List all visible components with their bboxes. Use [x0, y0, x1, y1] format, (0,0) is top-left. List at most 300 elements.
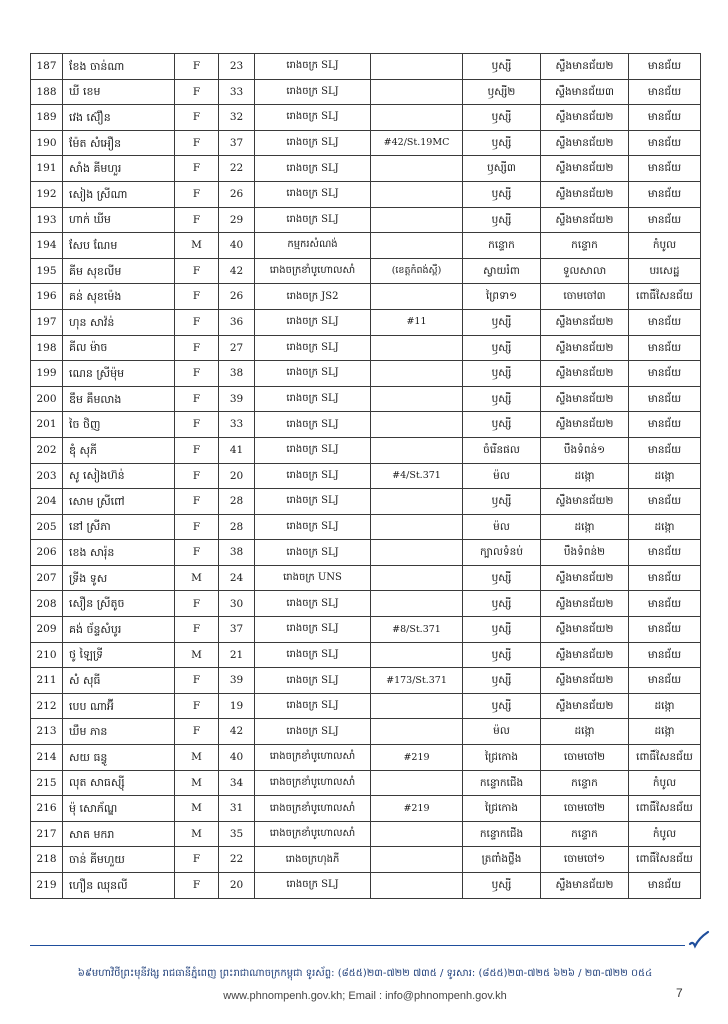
- sex-cell: M: [175, 796, 219, 822]
- age-cell: 42: [219, 258, 255, 284]
- table-row: [31, 591, 701, 617]
- row-number-cell: 210: [31, 642, 63, 668]
- workplace-cell: រោងចក្រ SLJ: [255, 54, 371, 80]
- district-cell: ពោធិ៍សែនជ័យ: [629, 745, 701, 771]
- commune-cell: ដង្កោ: [541, 463, 629, 489]
- commune-cell: ចោមចៅ១: [541, 847, 629, 873]
- district-cell: ដង្កោ: [629, 719, 701, 745]
- sex-cell: F: [175, 130, 219, 156]
- house-number-cell: [371, 105, 463, 131]
- village-cell: កន្ទោកជើង: [463, 770, 541, 796]
- age-cell: 35: [219, 821, 255, 847]
- row-number-cell: 202: [31, 437, 63, 463]
- table-row: [31, 693, 701, 719]
- person-name-cell: ណេន ស្រីម៉ុម: [63, 361, 175, 387]
- village-cell: ត្រពាំងថ្លឹង: [463, 847, 541, 873]
- table-row: [31, 181, 701, 207]
- commune-cell: ស្ទឹងមានជ័យ២: [541, 130, 629, 156]
- district-cell: កំបូល: [629, 821, 701, 847]
- district-cell: បរសេដ្ឋ: [629, 258, 701, 284]
- district-cell: មានជ័យ: [629, 105, 701, 131]
- sex-cell: M: [175, 821, 219, 847]
- commune-cell: ស្ទឹងមានជ័យ២: [541, 309, 629, 335]
- table-row: [31, 130, 701, 156]
- house-number-cell: #173/St.371: [371, 668, 463, 694]
- table-row: [31, 412, 701, 438]
- table-row: [31, 386, 701, 412]
- sex-cell: M: [175, 770, 219, 796]
- workplace-cell: រោងចក្រហុងភី: [255, 847, 371, 873]
- district-cell: ពោធិ៍សែនជ័យ: [629, 284, 701, 310]
- row-number-cell: 207: [31, 565, 63, 591]
- workplace-cell: រោងចក្រ SLJ: [255, 540, 371, 566]
- person-name-cell: សែប ណែម: [63, 233, 175, 259]
- commune-cell: ដង្កោ: [541, 719, 629, 745]
- house-number-cell: #42/St.19MC: [371, 130, 463, 156]
- workplace-cell: រោងចក្រខាំបូហោលសាំ: [255, 258, 371, 284]
- workplace-cell: រោងចក្រ SLJ: [255, 668, 371, 694]
- district-cell: មានជ័យ: [629, 617, 701, 643]
- commune-cell: ស្ទឹងមានជ័យ២: [541, 361, 629, 387]
- commune-cell: ស្ទឹងមានជ័យ២: [541, 335, 629, 361]
- person-name-cell: ឃី ខេម: [63, 79, 175, 105]
- table-row: [31, 668, 701, 694]
- row-number-cell: 208: [31, 591, 63, 617]
- table-row: [31, 156, 701, 182]
- sex-cell: F: [175, 181, 219, 207]
- row-number-cell: 205: [31, 514, 63, 540]
- row-number-cell: 191: [31, 156, 63, 182]
- person-name-cell: វេង ស៊ឿន: [63, 105, 175, 131]
- row-number-cell: 189: [31, 105, 63, 131]
- house-number-cell: [371, 642, 463, 668]
- table-row: [31, 207, 701, 233]
- district-cell: ដង្កោ: [629, 693, 701, 719]
- village-cell: ឫស្សី: [463, 489, 541, 515]
- workplace-cell: កម្មករសំណង់: [255, 233, 371, 259]
- sex-cell: F: [175, 156, 219, 182]
- district-cell: មានជ័យ: [629, 79, 701, 105]
- person-name-cell: សោម ស្រីពៅ: [63, 489, 175, 515]
- age-cell: 38: [219, 540, 255, 566]
- sex-cell: F: [175, 309, 219, 335]
- house-number-cell: [371, 54, 463, 80]
- sex-cell: F: [175, 335, 219, 361]
- house-number-cell: [371, 284, 463, 310]
- house-number-cell: (ខេត្តកំពង់ស្ពឺ): [371, 258, 463, 284]
- workplace-cell: រោងចក្រខាំបូហោលសាំ: [255, 745, 371, 771]
- sex-cell: F: [175, 412, 219, 438]
- commune-cell: ស្ទឹងមានជ័យ២: [541, 412, 629, 438]
- commune-cell: ស្ទឹងមានជ័យ២: [541, 617, 629, 643]
- district-cell: មានជ័យ: [629, 591, 701, 617]
- person-name-cell: បេប ណាអ៊ី: [63, 693, 175, 719]
- village-cell: ឫស្សី: [463, 130, 541, 156]
- person-name-cell: គីម សុខលីម: [63, 258, 175, 284]
- sex-cell: F: [175, 207, 219, 233]
- commune-cell: ដង្កោ: [541, 514, 629, 540]
- age-cell: 38: [219, 361, 255, 387]
- commune-cell: ស្ទឹងមានជ័យ២: [541, 873, 629, 899]
- workplace-cell: រោងចក្រ SLJ: [255, 309, 371, 335]
- workplace-cell: រោងចក្រ SLJ: [255, 361, 371, 387]
- age-cell: 42: [219, 719, 255, 745]
- row-number-cell: 190: [31, 130, 63, 156]
- workplace-cell: រោងចក្រ SLJ: [255, 437, 371, 463]
- village-cell: ឫស្សី: [463, 565, 541, 591]
- person-name-cell: លុត សាធស្ស៊ី: [63, 770, 175, 796]
- person-name-cell: សំ សុធី: [63, 668, 175, 694]
- district-cell: មានជ័យ: [629, 489, 701, 515]
- village-cell: ឫស្សី: [463, 591, 541, 617]
- district-cell: មានជ័យ: [629, 54, 701, 80]
- village-cell: ឫស្សី: [463, 668, 541, 694]
- age-cell: 22: [219, 156, 255, 182]
- workplace-cell: រោងចក្រ UNS: [255, 565, 371, 591]
- row-number-cell: 214: [31, 745, 63, 771]
- house-number-cell: [371, 412, 463, 438]
- district-cell: មានជ័យ: [629, 642, 701, 668]
- table-row: [31, 105, 701, 131]
- workplace-cell: រោងចក្រ SLJ: [255, 463, 371, 489]
- village-cell: ឫស្សី: [463, 386, 541, 412]
- sex-cell: F: [175, 489, 219, 515]
- person-name-cell: សាត មករា: [63, 821, 175, 847]
- house-number-cell: [371, 847, 463, 873]
- workplace-cell: រោងចក្រខាំបូហោលសាំ: [255, 770, 371, 796]
- age-cell: 31: [219, 796, 255, 822]
- age-cell: 19: [219, 693, 255, 719]
- workplace-cell: រោងចក្រ SLJ: [255, 105, 371, 131]
- commune-cell: ស្ទឹងមានជ័យ២: [541, 668, 629, 694]
- table-row: [31, 770, 701, 796]
- table-row: [31, 617, 701, 643]
- district-cell: មានជ័យ: [629, 873, 701, 899]
- commune-cell: កន្ទោក: [541, 821, 629, 847]
- age-cell: 41: [219, 437, 255, 463]
- village-cell: ឫស្សី: [463, 693, 541, 719]
- table-row: [31, 565, 701, 591]
- house-number-cell: [371, 873, 463, 899]
- district-cell: ពោធិ៍សែនជ័យ: [629, 847, 701, 873]
- house-number-cell: [371, 693, 463, 719]
- row-number-cell: 211: [31, 668, 63, 694]
- commune-cell: ចោមចៅ២: [541, 796, 629, 822]
- age-cell: 24: [219, 565, 255, 591]
- commune-cell: ស្ទឹងមានជ័យ២: [541, 181, 629, 207]
- age-cell: 29: [219, 207, 255, 233]
- person-name-cell: សយ ធន្វូ: [63, 745, 175, 771]
- row-number-cell: 217: [31, 821, 63, 847]
- house-number-cell: [371, 514, 463, 540]
- person-name-cell: នៅ ស្រីភា: [63, 514, 175, 540]
- house-number-cell: #219: [371, 796, 463, 822]
- house-number-cell: [371, 719, 463, 745]
- district-cell: មានជ័យ: [629, 156, 701, 182]
- age-cell: 33: [219, 79, 255, 105]
- house-number-cell: [371, 233, 463, 259]
- house-number-cell: #4/St.371: [371, 463, 463, 489]
- workplace-cell: រោងចក្រ SLJ: [255, 181, 371, 207]
- district-cell: មានជ័យ: [629, 335, 701, 361]
- footer-divider: [30, 945, 685, 946]
- person-name-cell: ឌឹម គឹមលាង: [63, 386, 175, 412]
- age-cell: 27: [219, 335, 255, 361]
- age-cell: 22: [219, 847, 255, 873]
- person-name-cell: ហុន សាវ៉ន់: [63, 309, 175, 335]
- village-cell: ក្បាលទំនប់: [463, 540, 541, 566]
- sex-cell: M: [175, 642, 219, 668]
- table-row: [31, 489, 701, 515]
- house-number-cell: [371, 770, 463, 796]
- check-mark-icon: [686, 928, 712, 954]
- age-cell: 39: [219, 668, 255, 694]
- row-number-cell: 188: [31, 79, 63, 105]
- sex-cell: F: [175, 463, 219, 489]
- sex-cell: F: [175, 361, 219, 387]
- house-number-cell: #11: [371, 309, 463, 335]
- commune-cell: ស្ទឹងមានជ័យ២: [541, 156, 629, 182]
- commune-cell: បឹងទំពន់២: [541, 540, 629, 566]
- table-row: [31, 642, 701, 668]
- house-number-cell: #219: [371, 745, 463, 771]
- house-number-cell: [371, 79, 463, 105]
- row-number-cell: 218: [31, 847, 63, 873]
- village-cell: ឫស្សី: [463, 181, 541, 207]
- age-cell: 33: [219, 412, 255, 438]
- row-number-cell: 196: [31, 284, 63, 310]
- workplace-cell: រោងចក្រ SLJ: [255, 642, 371, 668]
- village-cell: ឫស្សី: [463, 873, 541, 899]
- house-number-cell: [371, 361, 463, 387]
- house-number-cell: [371, 207, 463, 233]
- village-cell: ជ្រៃកោង: [463, 796, 541, 822]
- row-number-cell: 219: [31, 873, 63, 899]
- district-cell: មានជ័យ: [629, 386, 701, 412]
- village-cell: ចំរើនផល: [463, 437, 541, 463]
- district-cell: ពោធិ៍សែនជ័យ: [629, 796, 701, 822]
- workplace-cell: រោងចក្រ SLJ: [255, 79, 371, 105]
- age-cell: 28: [219, 514, 255, 540]
- person-name-cell: សឿន ស្រីតូច: [63, 591, 175, 617]
- district-cell: មានជ័យ: [629, 361, 701, 387]
- age-cell: 36: [219, 309, 255, 335]
- age-cell: 30: [219, 591, 255, 617]
- age-cell: 28: [219, 489, 255, 515]
- person-name-cell: សៀង ស្រីណា: [63, 181, 175, 207]
- house-number-cell: [371, 181, 463, 207]
- commune-cell: ស្ទឹងមានជ័យ២: [541, 207, 629, 233]
- village-cell: ឫស្សី: [463, 207, 541, 233]
- village-cell: ឫស្សី២: [463, 79, 541, 105]
- village-cell: ម៉ល: [463, 463, 541, 489]
- district-cell: ដង្កោ: [629, 514, 701, 540]
- sex-cell: F: [175, 514, 219, 540]
- workplace-cell: រោងចក្រ SLJ: [255, 693, 371, 719]
- person-name-cell: ខែង ចាន់ណា: [63, 54, 175, 80]
- district-cell: មានជ័យ: [629, 309, 701, 335]
- age-cell: 37: [219, 617, 255, 643]
- village-cell: ជ្រៃកោង: [463, 745, 541, 771]
- commune-cell: កន្ទោក: [541, 770, 629, 796]
- sex-cell: F: [175, 105, 219, 131]
- person-name-cell: ចៃ ថិញ: [63, 412, 175, 438]
- house-number-cell: [371, 335, 463, 361]
- table-row: [31, 233, 701, 259]
- row-number-cell: 187: [31, 54, 63, 80]
- village-cell: ឫស្សី: [463, 642, 541, 668]
- house-number-cell: [371, 821, 463, 847]
- row-number-cell: 198: [31, 335, 63, 361]
- table-row: [31, 847, 701, 873]
- district-cell: កំបូល: [629, 233, 701, 259]
- district-cell: មានជ័យ: [629, 565, 701, 591]
- table-row: [31, 514, 701, 540]
- row-number-cell: 213: [31, 719, 63, 745]
- commune-cell: ស្ទឹងមានជ័យ២: [541, 105, 629, 131]
- house-number-cell: [371, 540, 463, 566]
- table-row: [31, 821, 701, 847]
- workplace-cell: រោងចក្រ SLJ: [255, 591, 371, 617]
- person-name-cell: គីល ម៉ាច: [63, 335, 175, 361]
- workplace-cell: រោងចក្រ SLJ: [255, 489, 371, 515]
- person-name-cell: ហាក់ ឃីម: [63, 207, 175, 233]
- sex-cell: F: [175, 668, 219, 694]
- table-row: [31, 719, 701, 745]
- table-row: [31, 54, 701, 80]
- age-cell: 21: [219, 642, 255, 668]
- person-name-cell: សាំង គីមហួរ: [63, 156, 175, 182]
- workplace-cell: រោងចក្រ SLJ: [255, 617, 371, 643]
- row-number-cell: 199: [31, 361, 63, 387]
- person-name-cell: ម៉ុ សោភ័ណ្ឌ: [63, 796, 175, 822]
- person-name-cell: ចាន់ គីមហួយ: [63, 847, 175, 873]
- house-number-cell: [371, 565, 463, 591]
- district-cell: មានជ័យ: [629, 181, 701, 207]
- commune-cell: ស្ទឹងមានជ័យ២: [541, 693, 629, 719]
- sex-cell: F: [175, 591, 219, 617]
- house-number-cell: [371, 591, 463, 617]
- commune-cell: ស្ទឹងមានជ័យ២: [541, 489, 629, 515]
- workplace-cell: រោងចក្រ SLJ: [255, 130, 371, 156]
- workplace-cell: រោងចក្រ JS2: [255, 284, 371, 310]
- table-row: [31, 873, 701, 899]
- age-cell: 39: [219, 386, 255, 412]
- district-cell: មានជ័យ: [629, 437, 701, 463]
- commune-cell: ស្ទឹងមានជ័យ២: [541, 591, 629, 617]
- sex-cell: M: [175, 745, 219, 771]
- table-row: [31, 796, 701, 822]
- person-name-cell: ម៉ែត សំអឿន: [63, 130, 175, 156]
- table-row: [31, 540, 701, 566]
- table-row: [31, 463, 701, 489]
- village-cell: ព្រៃទា១: [463, 284, 541, 310]
- house-number-cell: [371, 386, 463, 412]
- commune-cell: ស្ទឹងមានជ័យ៣: [541, 79, 629, 105]
- commune-cell: ទួលសាលា: [541, 258, 629, 284]
- footer-address: ៦៩មហាវិថីព្រះមុនីវង្ស រាជធានីភ្នំពេញ ព្រះរាជាណាចក្រកម្ពុជា ទូរស័ព្ទ: (៨៥៥)២៣-៧២២ ៧៣៥ / ទូរសារ: (៨៥៥)២៣-៧២៥ ៦២៦ / ២៣-៧២២ ០៥៤: [77, 968, 653, 979]
- row-number-cell: 204: [31, 489, 63, 515]
- sex-cell: F: [175, 540, 219, 566]
- age-cell: 32: [219, 105, 255, 131]
- sex-cell: F: [175, 437, 219, 463]
- sex-cell: F: [175, 284, 219, 310]
- house-number-cell: [371, 437, 463, 463]
- row-number-cell: 193: [31, 207, 63, 233]
- row-number-cell: 216: [31, 796, 63, 822]
- village-cell: កន្ទោក: [463, 233, 541, 259]
- person-name-cell: ថូ ឡៃទ្រី: [63, 642, 175, 668]
- workplace-cell: រោងចក្រខាំបូហោលសាំ: [255, 821, 371, 847]
- person-name-cell: គន់ សុខម៉េង: [63, 284, 175, 310]
- age-cell: 20: [219, 873, 255, 899]
- sex-cell: F: [175, 386, 219, 412]
- workplace-cell: រោងចក្រ SLJ: [255, 156, 371, 182]
- sex-cell: M: [175, 565, 219, 591]
- workplace-cell: រោងចក្រ SLJ: [255, 514, 371, 540]
- row-number-cell: 215: [31, 770, 63, 796]
- village-cell: ឫស្សី: [463, 309, 541, 335]
- row-number-cell: 201: [31, 412, 63, 438]
- workplace-cell: រោងចក្រខាំបូហោលសាំ: [255, 796, 371, 822]
- village-cell: ឫស្សី: [463, 617, 541, 643]
- row-number-cell: 212: [31, 693, 63, 719]
- commune-cell: ស្ទឹងមានជ័យ២: [541, 386, 629, 412]
- person-name-cell: គង់ ច័ន្ទសំបូរ: [63, 617, 175, 643]
- commune-cell: កន្ទោក: [541, 233, 629, 259]
- age-cell: 26: [219, 284, 255, 310]
- workplace-cell: រោងចក្រ SLJ: [255, 412, 371, 438]
- workplace-cell: រោងចក្រ SLJ: [255, 386, 371, 412]
- age-cell: 40: [219, 233, 255, 259]
- house-number-cell: [371, 156, 463, 182]
- row-number-cell: 206: [31, 540, 63, 566]
- person-name-cell: ទ្រីង ទូស: [63, 565, 175, 591]
- person-name-cell: ឌុំ សុភី: [63, 437, 175, 463]
- sex-cell: F: [175, 719, 219, 745]
- sex-cell: M: [175, 233, 219, 259]
- district-cell: មានជ័យ: [629, 668, 701, 694]
- row-number-cell: 203: [31, 463, 63, 489]
- row-number-cell: 195: [31, 258, 63, 284]
- age-cell: 34: [219, 770, 255, 796]
- village-cell: ឫស្សី: [463, 54, 541, 80]
- district-cell: មានជ័យ: [629, 412, 701, 438]
- age-cell: 23: [219, 54, 255, 80]
- house-number-cell: #8/St.371: [371, 617, 463, 643]
- sex-cell: F: [175, 617, 219, 643]
- commune-cell: ចោមចៅ២: [541, 745, 629, 771]
- table-row: [31, 437, 701, 463]
- district-cell: មានជ័យ: [629, 540, 701, 566]
- commune-cell: បឹងទំពន់១: [541, 437, 629, 463]
- sex-cell: F: [175, 847, 219, 873]
- workplace-cell: រោងចក្រ SLJ: [255, 873, 371, 899]
- row-number-cell: 209: [31, 617, 63, 643]
- sex-cell: F: [175, 873, 219, 899]
- commune-cell: ចោមចៅ៣: [541, 284, 629, 310]
- district-cell: កំបូល: [629, 770, 701, 796]
- age-cell: 26: [219, 181, 255, 207]
- table-row: [31, 258, 701, 284]
- row-number-cell: 192: [31, 181, 63, 207]
- workplace-cell: រោងចក្រ SLJ: [255, 719, 371, 745]
- row-number-cell: 194: [31, 233, 63, 259]
- workplace-cell: រោងចក្រ SLJ: [255, 335, 371, 361]
- sex-cell: F: [175, 54, 219, 80]
- district-cell: មានជ័យ: [629, 207, 701, 233]
- village-cell: ឫស្សី: [463, 361, 541, 387]
